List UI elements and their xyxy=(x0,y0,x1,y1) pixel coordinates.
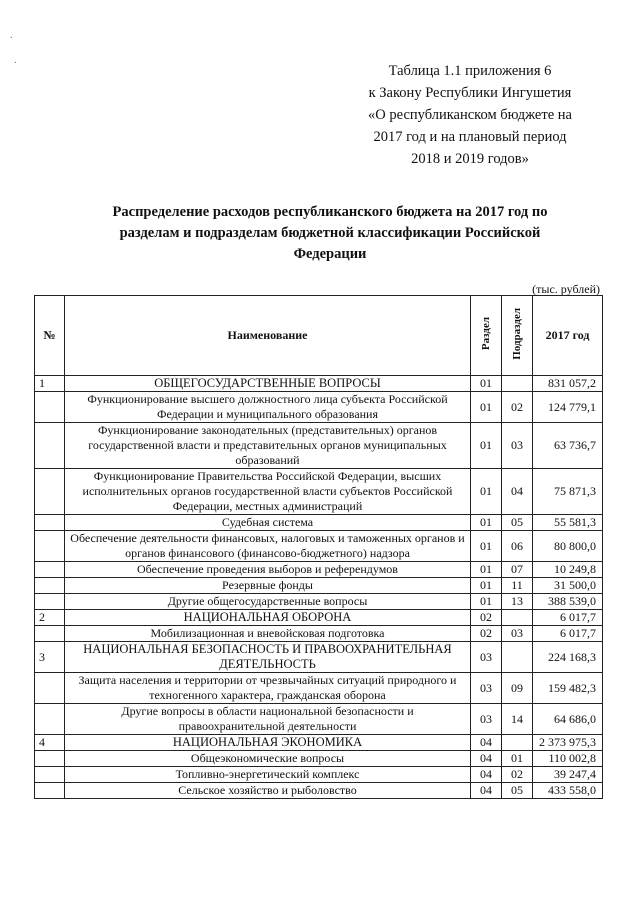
row-amount: 10 249,8 xyxy=(533,562,603,578)
row-amount: 6 017,7 xyxy=(533,626,603,642)
row-amount: 388 539,0 xyxy=(533,594,603,610)
row-name: Обеспечение деятельности финансовых, налоговых и таможенных органов и органов финансового (финансово-бюджетного) надзора xyxy=(65,531,471,562)
row-podrazdel: 02 xyxy=(502,392,533,423)
row-podrazdel: 01 xyxy=(502,751,533,767)
table-row xyxy=(35,515,603,531)
table-row xyxy=(35,751,603,767)
row-razdel: 04 xyxy=(471,767,502,783)
row-number xyxy=(35,392,65,423)
header-line: Таблица 1.1 приложения 6 xyxy=(388,63,552,79)
table-row xyxy=(35,392,603,423)
table-row xyxy=(35,767,603,783)
table-row xyxy=(35,578,603,594)
row-number xyxy=(35,562,65,578)
row-razdel: 03 xyxy=(471,673,502,704)
row-podrazdel xyxy=(502,376,533,392)
row-number xyxy=(35,578,65,594)
row-amount: 124 779,1 xyxy=(533,392,603,423)
header-podrazdel-cell xyxy=(502,296,533,376)
row-number xyxy=(35,531,65,562)
row-razdel: 04 xyxy=(471,751,502,767)
row-number xyxy=(35,673,65,704)
row-razdel: 01 xyxy=(471,515,502,531)
row-razdel: 01 xyxy=(471,562,502,578)
scan-mark: . xyxy=(14,55,17,66)
header-line: 2018 и 2019 годов» xyxy=(411,151,529,167)
row-podrazdel: 02 xyxy=(502,767,533,783)
row-razdel: 03 xyxy=(471,704,502,735)
row-name: Защита населения и территории от чрезвычайных ситуаций природного и техногенного характера, гражданская оборона xyxy=(65,673,471,704)
row-podrazdel: 05 xyxy=(502,515,533,531)
table-row xyxy=(35,673,603,704)
row-number: 2 xyxy=(35,610,65,626)
row-name: Другие общегосударственные вопросы xyxy=(65,594,471,610)
row-name: Резервные фонды xyxy=(65,578,471,594)
row-amount: 159 482,3 xyxy=(533,673,603,704)
row-podrazdel: 13 xyxy=(502,594,533,610)
row-podrazdel: 14 xyxy=(502,704,533,735)
header-line: «О республиканском бюджете на xyxy=(368,107,572,123)
row-number: 4 xyxy=(35,735,65,751)
row-number xyxy=(35,423,65,469)
row-number xyxy=(35,469,65,515)
row-podrazdel: 04 xyxy=(502,469,533,515)
row-name: Обеспечение проведения выборов и референдумов xyxy=(65,562,471,578)
row-amount: 63 736,7 xyxy=(533,423,603,469)
table-row xyxy=(35,594,603,610)
row-amount: 31 500,0 xyxy=(533,578,603,594)
row-razdel: 01 xyxy=(471,376,502,392)
scan-mark: . xyxy=(10,30,13,41)
table-row xyxy=(35,531,603,562)
title-line: разделам и подразделам бюджетной классификации Российской xyxy=(119,225,541,241)
header-podrazdel: Подраздел xyxy=(510,307,523,360)
title-line: Федерации xyxy=(293,246,367,262)
header-year: 2017 год xyxy=(533,296,603,376)
row-razdel: 01 xyxy=(471,392,502,423)
row-amount: 2 373 975,3 xyxy=(533,735,603,751)
row-amount: 6 017,7 xyxy=(533,610,603,626)
header-razdel: Раздел xyxy=(479,316,492,351)
row-amount: 224 168,3 xyxy=(533,642,603,673)
budget-table xyxy=(34,295,603,799)
row-name: Топливно-энергетический комплекс xyxy=(65,767,471,783)
row-name: Общеэкономические вопросы xyxy=(65,751,471,767)
row-razdel: 01 xyxy=(471,594,502,610)
row-podrazdel xyxy=(502,735,533,751)
table-row xyxy=(35,735,603,751)
row-number xyxy=(35,751,65,767)
row-amount: 39 247,4 xyxy=(533,767,603,783)
row-podrazdel xyxy=(502,642,533,673)
row-razdel: 04 xyxy=(471,735,502,751)
row-amount: 433 558,0 xyxy=(533,783,603,799)
title-line: Распределение расходов республиканского бюджета на 2017 год по xyxy=(112,204,548,220)
table-row xyxy=(35,642,603,673)
row-number xyxy=(35,594,65,610)
appendix-header xyxy=(340,60,600,170)
table-row xyxy=(35,610,603,626)
header-line: 2017 год и на плановый период xyxy=(373,129,567,145)
row-amount: 80 800,0 xyxy=(533,531,603,562)
header-num: № xyxy=(35,296,65,376)
row-name: Функционирование Правительства Российской Федерации, высших исполнительных органов государственной власти субъектов Российской Федерации, местных администраций xyxy=(65,469,471,515)
row-podrazdel xyxy=(502,610,533,626)
row-podrazdel: 03 xyxy=(502,626,533,642)
table-row xyxy=(35,704,603,735)
row-name: Сельское хозяйство и рыболовство xyxy=(65,783,471,799)
row-name: НАЦИОНАЛЬНАЯ БЕЗОПАСНОСТЬ И ПРАВООХРАНИТЕЛЬНАЯ ДЕЯТЕЛЬНОСТЬ xyxy=(65,642,471,673)
row-number: 3 xyxy=(35,642,65,673)
row-number: 1 xyxy=(35,376,65,392)
row-name: Судебная система xyxy=(65,515,471,531)
units-label: (тыс. рублей) xyxy=(532,282,600,296)
row-number xyxy=(35,704,65,735)
row-number xyxy=(35,515,65,531)
header-line: к Закону Республики Ингушетия xyxy=(368,85,572,101)
row-name: ОБЩЕГОСУДАРСТВЕННЫЕ ВОПРОСЫ xyxy=(65,376,471,392)
row-amount: 831 057,2 xyxy=(533,376,603,392)
row-name: НАЦИОНАЛЬНАЯ ОБОРОНА xyxy=(65,610,471,626)
document-title xyxy=(95,202,565,265)
row-number xyxy=(35,626,65,642)
row-amount: 55 581,3 xyxy=(533,515,603,531)
row-name: Другие вопросы в области национальной безопасности и правоохранительной деятельности xyxy=(65,704,471,735)
row-razdel: 02 xyxy=(471,610,502,626)
row-podrazdel: 05 xyxy=(502,783,533,799)
header-razdel-cell xyxy=(471,296,502,376)
table-row xyxy=(35,783,603,799)
table-row xyxy=(35,626,603,642)
row-number xyxy=(35,783,65,799)
row-amount: 64 686,0 xyxy=(533,704,603,735)
row-podrazdel: 03 xyxy=(502,423,533,469)
row-name: Функционирование законодательных (представительных) органов государственной власти и представительных органов муниципальных образований xyxy=(65,423,471,469)
table-row xyxy=(35,376,603,392)
table-body xyxy=(35,376,603,799)
row-number xyxy=(35,767,65,783)
row-podrazdel: 09 xyxy=(502,673,533,704)
row-razdel: 01 xyxy=(471,469,502,515)
row-razdel: 02 xyxy=(471,626,502,642)
row-podrazdel: 06 xyxy=(502,531,533,562)
row-amount: 75 871,3 xyxy=(533,469,603,515)
table-row xyxy=(35,469,603,515)
row-name: НАЦИОНАЛЬНАЯ ЭКОНОМИКА xyxy=(65,735,471,751)
row-podrazdel: 07 xyxy=(502,562,533,578)
header-name: Наименование xyxy=(65,296,471,376)
row-razdel: 01 xyxy=(471,423,502,469)
table-header-row xyxy=(35,296,603,376)
row-name: Мобилизационная и вневойсковая подготовка xyxy=(65,626,471,642)
row-podrazdel: 11 xyxy=(502,578,533,594)
row-razdel: 03 xyxy=(471,642,502,673)
row-amount: 110 002,8 xyxy=(533,751,603,767)
row-name: Функционирование высшего должностного лица субъекта Российской Федерации и муниципального образования xyxy=(65,392,471,423)
row-razdel: 01 xyxy=(471,531,502,562)
row-razdel: 01 xyxy=(471,578,502,594)
row-razdel: 04 xyxy=(471,783,502,799)
table-row xyxy=(35,562,603,578)
table-row xyxy=(35,423,603,469)
